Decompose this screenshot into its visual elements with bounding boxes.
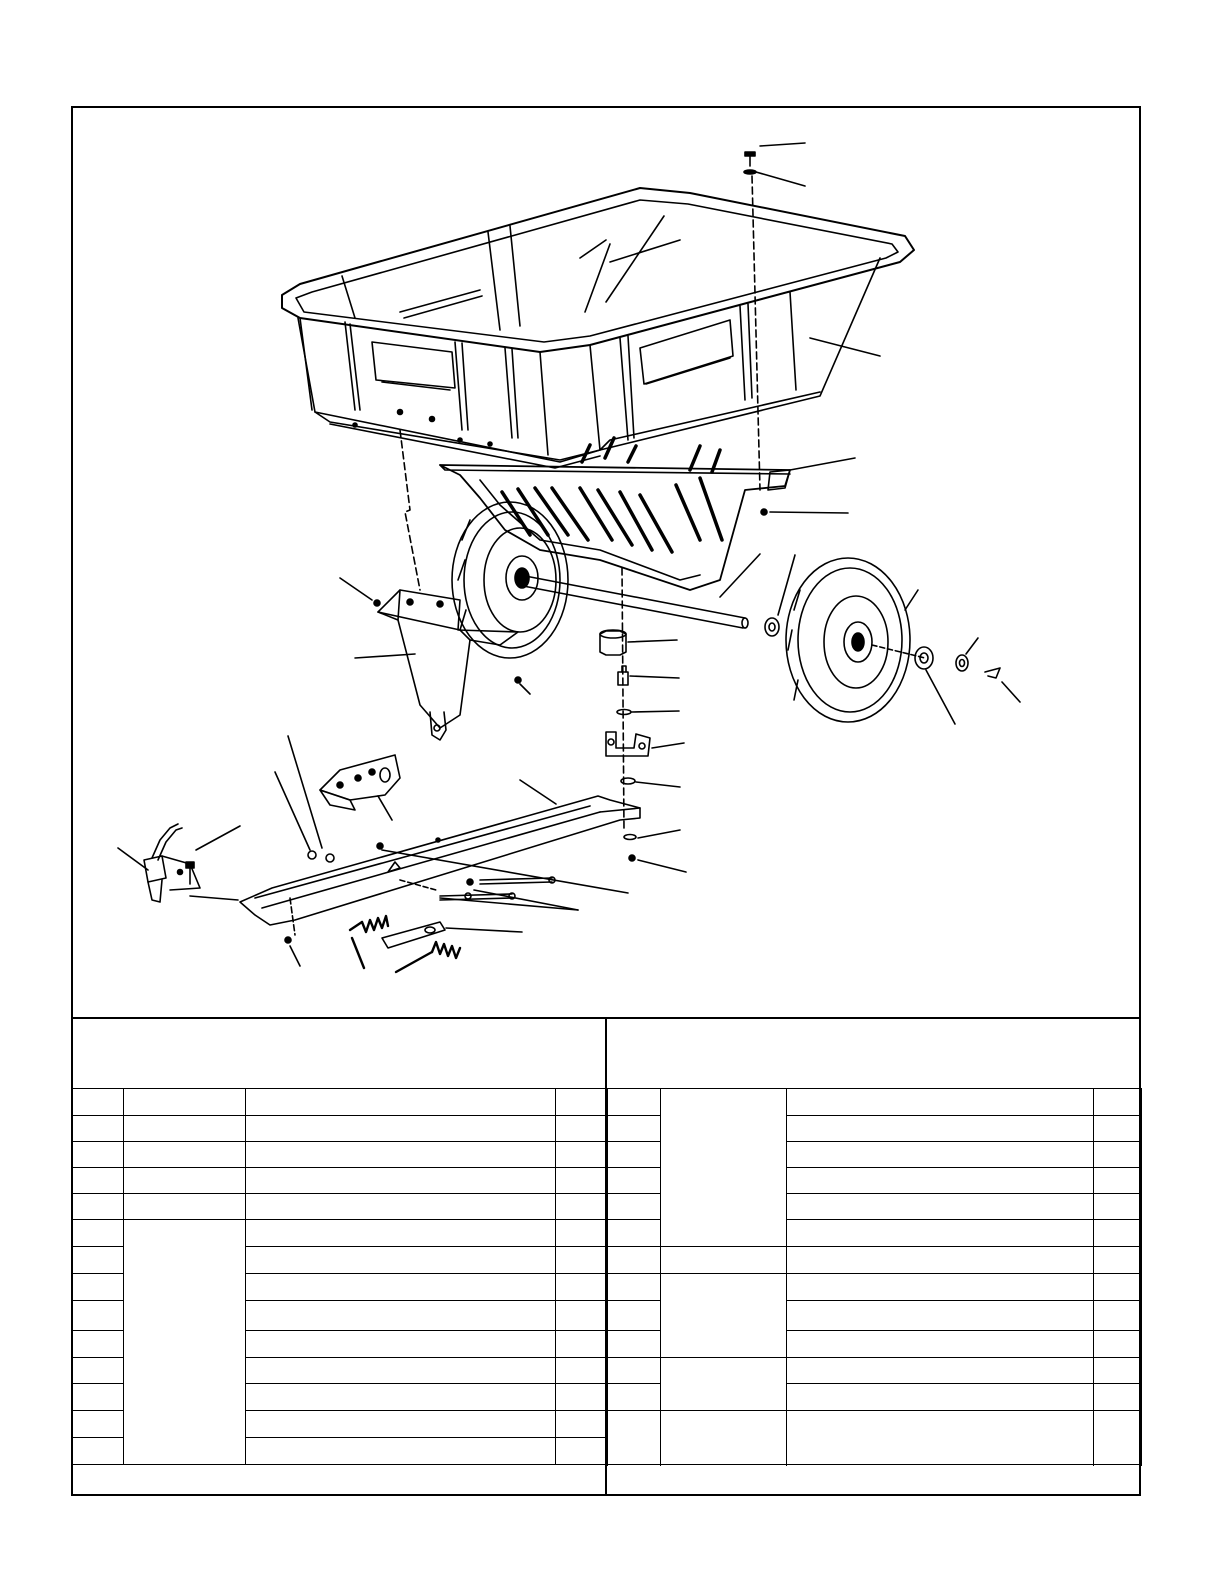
table-cell-merged: [661, 1274, 787, 1358]
table-cell: [556, 1384, 608, 1411]
tow-bar: [190, 780, 640, 966]
table-cell: [72, 1274, 124, 1301]
table-cell: [787, 1331, 1094, 1358]
table-cell: [787, 1168, 1094, 1194]
table-cell: [608, 1384, 661, 1411]
axle-hardware: [915, 638, 1020, 724]
table-cell: [1094, 1089, 1142, 1116]
table-cell: [556, 1089, 608, 1116]
table-cell: [608, 1089, 661, 1116]
table-cell: [72, 1116, 124, 1142]
table-cell: [787, 1220, 1094, 1247]
table-cell: [556, 1116, 608, 1142]
table-cell: [661, 1247, 787, 1274]
table-cell: [608, 1301, 661, 1331]
table-cell: [787, 1274, 1094, 1301]
latch-plate: [382, 922, 522, 948]
table-cell: [1094, 1168, 1142, 1194]
table-cell: [787, 1301, 1094, 1331]
table-cell: [72, 1247, 124, 1274]
table-cell: [246, 1358, 556, 1384]
table-cell: [1094, 1384, 1142, 1411]
hitch-pin: [118, 824, 240, 902]
table-cell: [556, 1411, 608, 1438]
table-cell: [246, 1247, 556, 1274]
table-cell: [124, 1116, 246, 1142]
table-cell: [246, 1438, 556, 1465]
table-cell: [787, 1089, 1094, 1116]
table-cell: [787, 1411, 1094, 1465]
table-cell: [72, 1142, 124, 1168]
table-cell: [556, 1301, 608, 1331]
table-cell: [246, 1116, 556, 1142]
table-cell: [72, 1384, 124, 1411]
table-cell: [72, 1220, 124, 1247]
table-cell: [556, 1194, 608, 1220]
table-cell-merged: [661, 1358, 787, 1411]
right-wheel: [786, 558, 925, 722]
table-cell-merged: [661, 1411, 787, 1465]
table-cell: [556, 1358, 608, 1384]
springs: [350, 916, 460, 972]
table-cell: [608, 1168, 661, 1194]
pivot-hardware: [600, 568, 686, 872]
table-cell: [608, 1411, 661, 1465]
table-cell: [1094, 1411, 1142, 1465]
table-cell: [787, 1247, 1094, 1274]
table-cell: [72, 1358, 124, 1384]
table-cell: [1094, 1301, 1142, 1331]
table-cell: [1094, 1274, 1142, 1301]
table-cell: [246, 1274, 556, 1301]
table-cell: [124, 1142, 246, 1168]
table-cell: [608, 1194, 661, 1220]
table-cell: [1094, 1247, 1142, 1274]
tongue-bolts: [400, 877, 578, 910]
table-cell: [246, 1194, 556, 1220]
table-cell: [787, 1384, 1094, 1411]
table-cell: [787, 1194, 1094, 1220]
table-cell: [246, 1411, 556, 1438]
table-cell: [246, 1384, 556, 1411]
table-cell: [1094, 1358, 1142, 1384]
exploded-parts-diagram: [72, 107, 1142, 1021]
table-cell: [246, 1142, 556, 1168]
table-cell: [1094, 1142, 1142, 1168]
table-cell: [556, 1247, 608, 1274]
parts-table-right: [607, 1088, 1142, 1465]
tub-bolt: [744, 143, 805, 490]
table-cell: [72, 1301, 124, 1331]
table-cell: [608, 1247, 661, 1274]
table-cell: [608, 1220, 661, 1247]
table-cell: [246, 1301, 556, 1331]
table-cell: [72, 1411, 124, 1438]
table-cell: [124, 1194, 246, 1220]
table-cell: [124, 1089, 246, 1116]
left-wheel: [452, 502, 568, 658]
table-cell: [1094, 1331, 1142, 1358]
table-cell: [556, 1142, 608, 1168]
table-cell: [556, 1220, 608, 1247]
table-cell: [608, 1358, 661, 1384]
table-cell: [72, 1331, 124, 1358]
table-cell: [72, 1089, 124, 1116]
table-cell: [246, 1220, 556, 1247]
table-cell: [246, 1331, 556, 1358]
left-table-header: [0, 0, 536, 71]
table-cell: [246, 1089, 556, 1116]
table-cell: [787, 1142, 1094, 1168]
table-cell: [608, 1142, 661, 1168]
table-cell: [608, 1331, 661, 1358]
table-cell-merged: [124, 1220, 246, 1465]
parts-table-left: [71, 1088, 608, 1465]
table-cell: [556, 1331, 608, 1358]
hitch-bracket: [340, 430, 530, 740]
table-cell: [1094, 1220, 1142, 1247]
table-cell: [1094, 1194, 1142, 1220]
table-cell-merged: [661, 1089, 787, 1247]
table-cell: [72, 1168, 124, 1194]
table-cell: [787, 1358, 1094, 1384]
table-cell: [72, 1438, 124, 1465]
table-cell: [556, 1168, 608, 1194]
table-cell: [124, 1168, 246, 1194]
table-cell: [556, 1438, 608, 1465]
table-cell: [608, 1116, 661, 1142]
table-cell: [787, 1116, 1094, 1142]
table-cell: [246, 1168, 556, 1194]
table-cell: [1094, 1116, 1142, 1142]
axle-washer: [765, 555, 795, 636]
table-cell: [608, 1274, 661, 1301]
table-cell: [556, 1274, 608, 1301]
cart-tub: [282, 188, 914, 468]
table-cell: [72, 1194, 124, 1220]
